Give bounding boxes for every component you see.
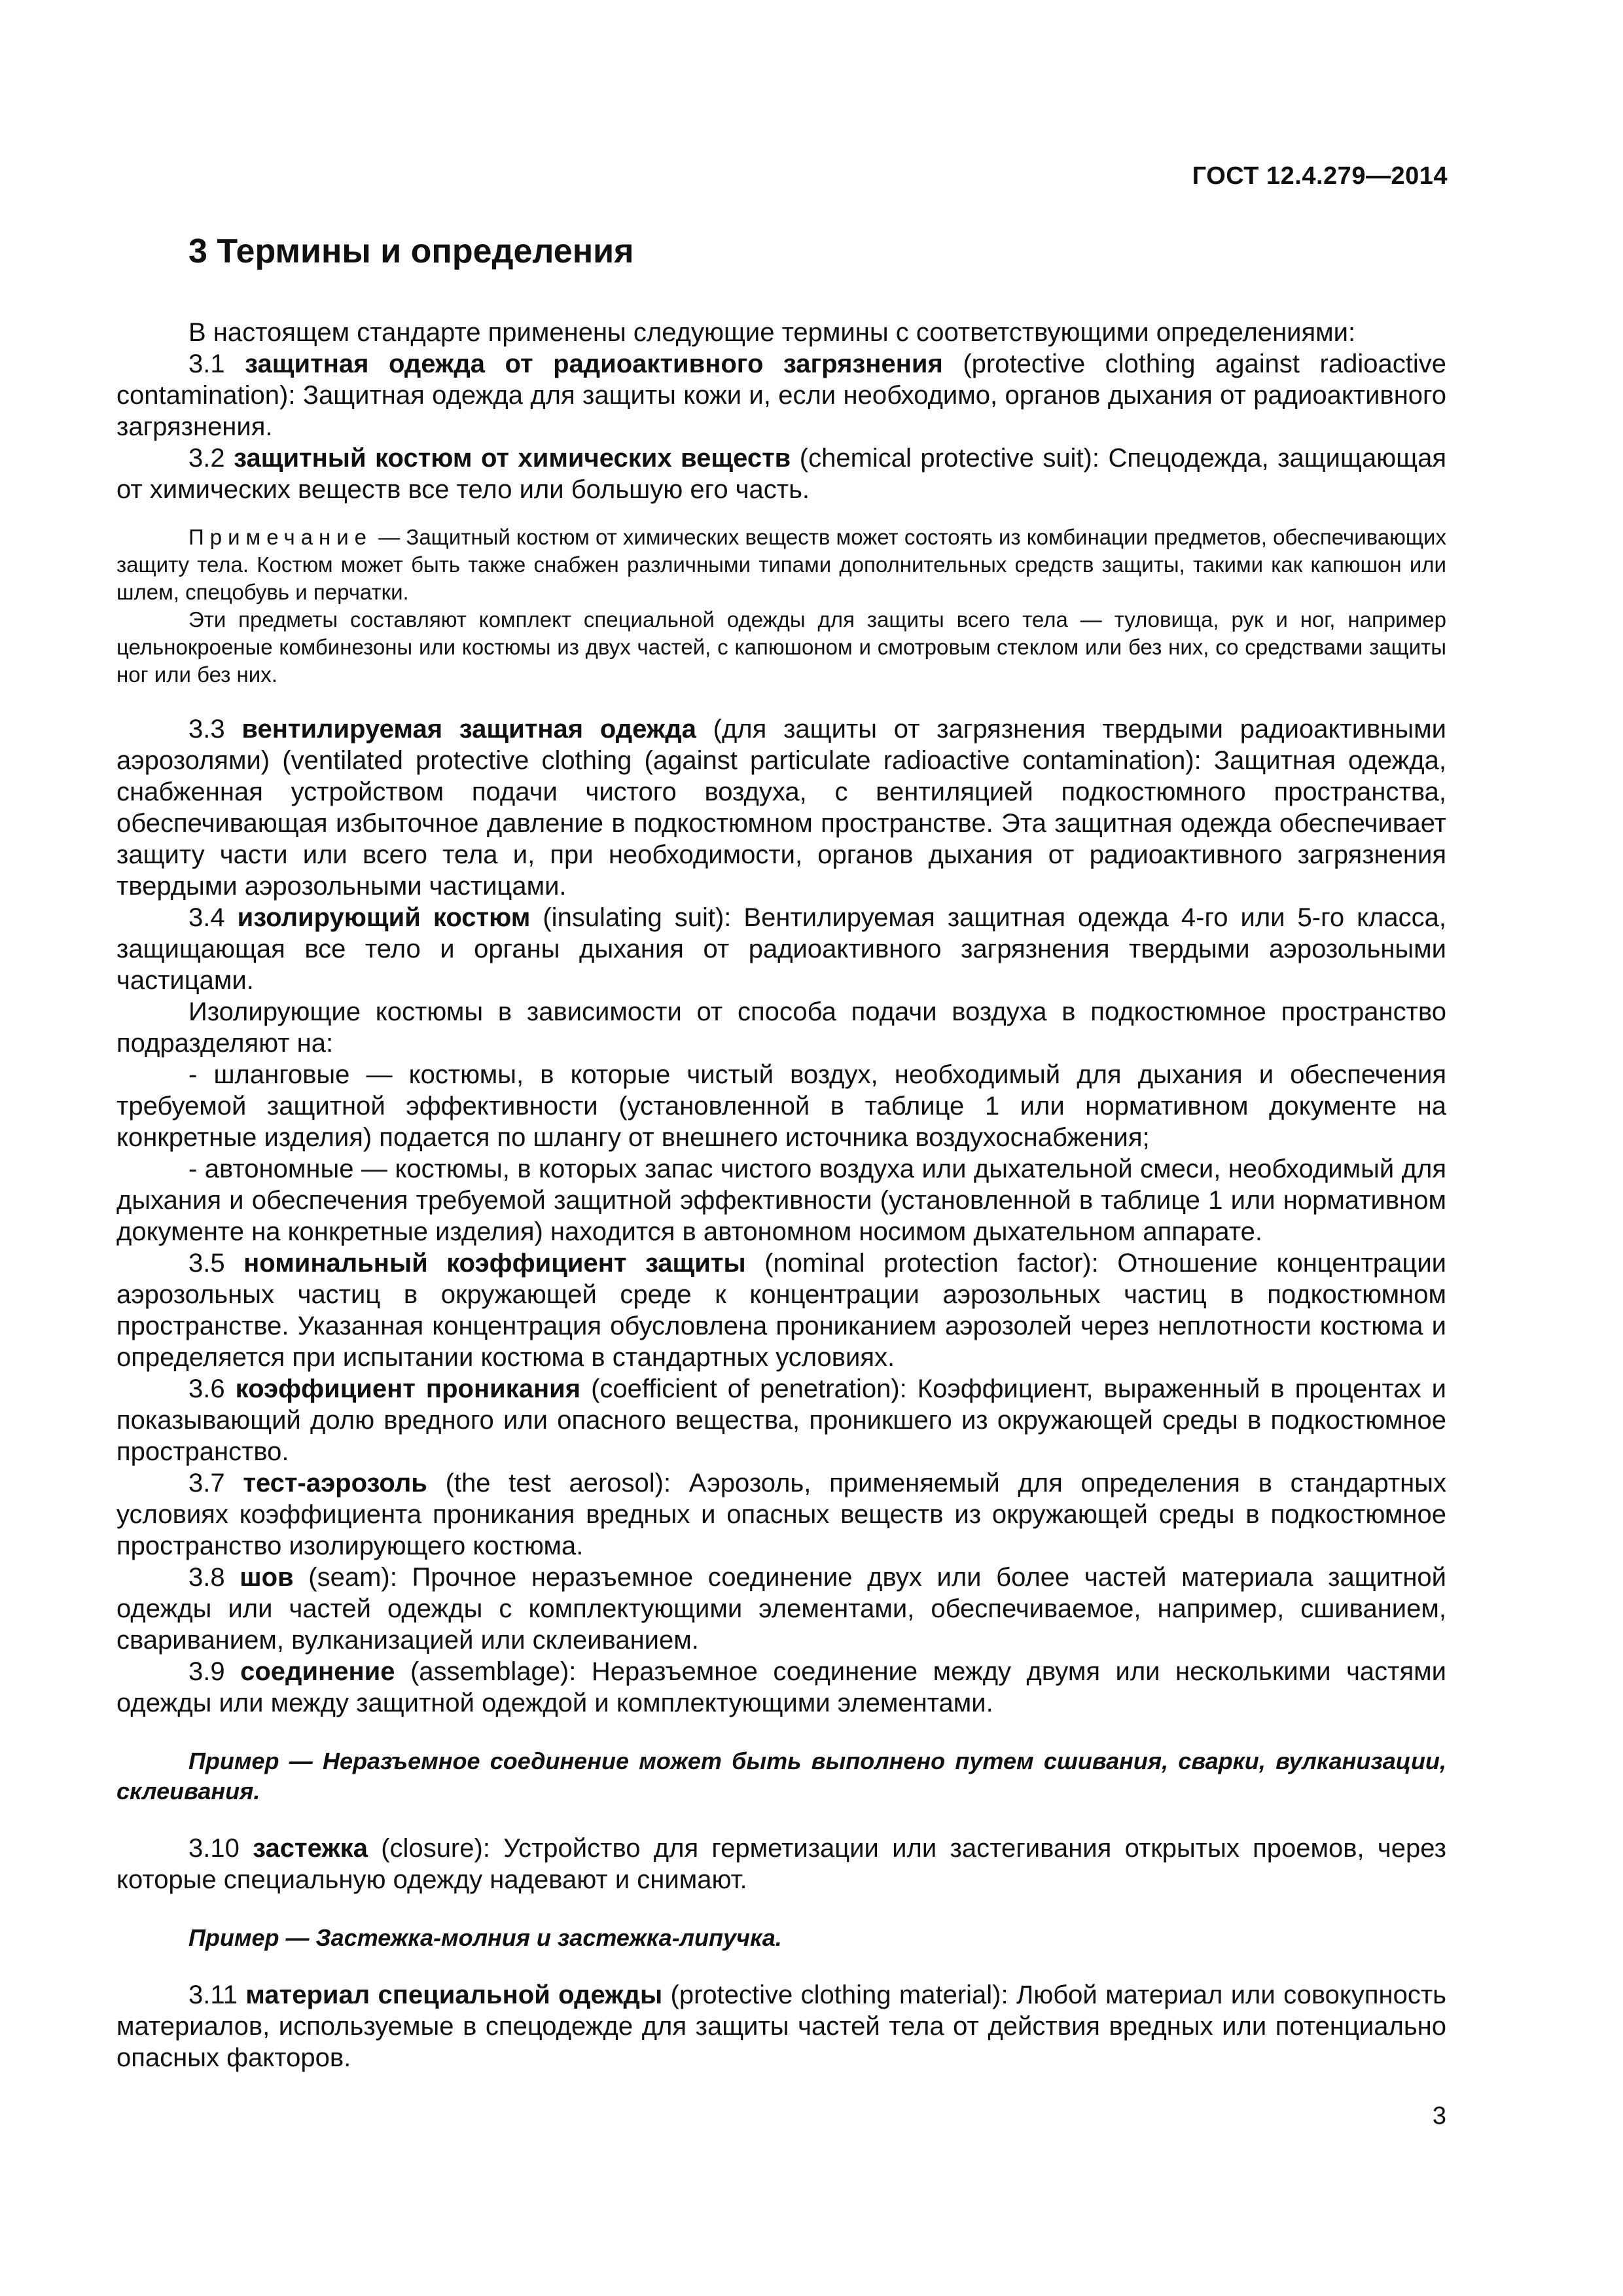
term-name: защитная одежда от радиоактивного загрязнения [245,350,943,378]
term-name: изолирующий костюм [237,903,531,932]
term-name: номинальный коэффициент защиты [243,1249,746,1278]
page-content [116,230,1446,2073]
term-number: 3.5 [188,1249,225,1278]
note-label: Примечание [188,525,373,549]
term-number: 3.3 [188,715,225,744]
term-number: 3.6 [188,1374,225,1403]
term-3-10 [116,1833,1446,1895]
term-definition: (nominal protection factor): Отношение концентрации аэрозольных частиц в окружающей среде к концентрации аэрозольных частиц в подкостюмном пространстве. Указанная концентрация обусловлена прониканием аэрозолей через неплотности костюма и определяется при испытании костюма в стандартных условиях. [116,1249,1447,1372]
term-3-11 [116,1979,1446,2073]
page-number: 3 [1432,2102,1446,2130]
note-paragraph-1 [116,524,1446,606]
document-id: ГОСТ 12.4.279—2014 [1192,162,1448,190]
term-name: вентилируемая защитная одежда [241,715,696,744]
term-definition: (chemical protective suit): Спецодежда, защищающая от химических веществ все тело или большую его часть. [116,444,1447,504]
term-3-9 [116,1656,1446,1719]
term-definition: (protective clothing material): Любой материал или совокупность материалов, используемые в спецодежде для защиты частей тела от действия вредных или потенциально опасных факторов. [116,1981,1446,2072]
term-3-3 [116,713,1446,902]
term-number: 3.11 [188,1981,238,2009]
term-3-7 [116,1467,1446,1562]
term-number: 3.8 [188,1563,225,1592]
term-number: 3.1 [188,350,225,378]
term-number: 3.7 [188,1469,225,1498]
term-definition: (assemblage): Неразъемное соединение между двумя или несколькими частями одежды или между защитной одеждой и комплектующими элементами. [116,1657,1446,1717]
term-definition: (the test aerosol): Аэрозоль, применяемый для определения в стандартных условиях коэффициента проникания вредных и опасных веществ из окружающей среды в подкостюмное пространство изолирующего костюма. [116,1469,1446,1560]
example-1: Пример — Неразъемное соединение может быть выполнено путем сшивания, сварки, вулканизации, склеивания. [116,1748,1446,1804]
term-number: 3.10 [188,1834,240,1863]
term-3-6 [116,1373,1446,1467]
term-definition: (seam): Прочное неразъемное соединение двух или более частей материала защитной одежды или частей одежды с комплектующими элементами, обеспечиваемое, например, сшиванием, свариванием, вулканизацией или склеиванием. [116,1563,1446,1655]
term-number: 3.4 [188,903,225,932]
term-definition: (protective clothing against radioactive contamination): Защитная одежда для защиты кожи и, если необходимо, органов дыхания от радиоактивного загрязнения. [116,350,1446,441]
term-name: соединение [240,1657,395,1686]
insulating-paragraph-3: - автономные — костюмы, в которых запас чистого воздуха или дыхательной смеси, необходимый для дыхания и обеспечения требуемой защитной эффективности (установленной в таблице 1 или нормативном документе на конкретные изделия) находится в автономном носимом дыхательном аппарате. [116,1155,1446,1246]
term-definition: (coefficient of penetration): Коэффициент, выраженный в процентах и показывающий долю вредного или опасного вещества, проникшего из окружающей среды в подкостюмное пространство. [116,1374,1446,1466]
section-title: 3 Термины и определения [188,232,634,270]
insulating-paragraph-1: Изолирующие костюмы в зависимости от способа подачи воздуха в подкостюмное пространство подразделяют на: [116,997,1446,1058]
term-3-5 [116,1247,1446,1373]
term-definition: (для защиты от загрязнения твердыми радиоактивными аэрозолями) (ventilated protective clothing (against particulate radioactive contamination): Защитная одежда, снабженная устройством подачи чистого воздуха, с вентиляцией подкостюмного пространства, обеспечивающая избыточное давление в подкостюмном пространстве. Эта защитная одежда обеспечивает защиту части или всего тела и, при необходимости, органов дыхания от радиоактивного загрязнения твердыми аэрозольными частицами. [116,715,1447,901]
note-text: — Защитный костюм от химических веществ может состоять из комбинации предметов, обеспечивающих защиту тела. Костюм может быть также снабжен различными типами дополнительных средств защиты, такими как капюшон или шлем, спецобувь и перчатки. [116,525,1446,604]
term-name: материал специальной одежды [245,1981,663,2009]
term-3-1 [116,348,1446,442]
term-name: тест-аэрозоль [243,1469,427,1498]
term-name: застежка [253,1834,368,1863]
intro-paragraph: В настоящем стандарте применены следующие термины с соответствующими определениями: [188,318,1356,347]
example-2: Пример — Застежка-молния и застежка-липучка. [188,1924,782,1951]
term-name: коэффициент проникания [235,1374,581,1403]
note-paragraph-2: Эти предметы составляют комплект специальной одежды для защиты всего тела — туловища, рук и ног, например цельнокроеные комбинезоны или костюмы из двух частей, с капюшоном и смотровым стеклом или без них, со средствами защиты ног или без них. [116,607,1446,687]
term-name: шов [240,1563,294,1592]
term-number: 3.9 [188,1657,225,1686]
term-number: 3.2 [188,444,225,473]
insulating-paragraph-2: - шланговые — костюмы, в которые чистый воздух, необходимый для дыхания и обеспечения требуемой защитной эффективности (установленной в таблице 1 или нормативном документе на конкретные изделия) подается по шлангу от внешнего источника воздухоснабжения; [116,1060,1446,1152]
term-definition: (insulating suit): Вентилируемая защитная одежда 4-го или 5-го класса, защищающая все тело и органы дыхания от радиоактивного загрязнения твердыми аэрозольными частицами. [116,903,1446,995]
term-3-8 [116,1562,1446,1656]
term-3-4 [116,902,1446,996]
term-definition: (closure): Устройство для герметизации или застегивания открытых проемов, через которые специальную одежду надевают и снимают. [116,1834,1446,1894]
note-block [116,524,1446,689]
term-3-2 [116,442,1446,505]
term-name: защитный костюм от химических веществ [234,444,791,473]
